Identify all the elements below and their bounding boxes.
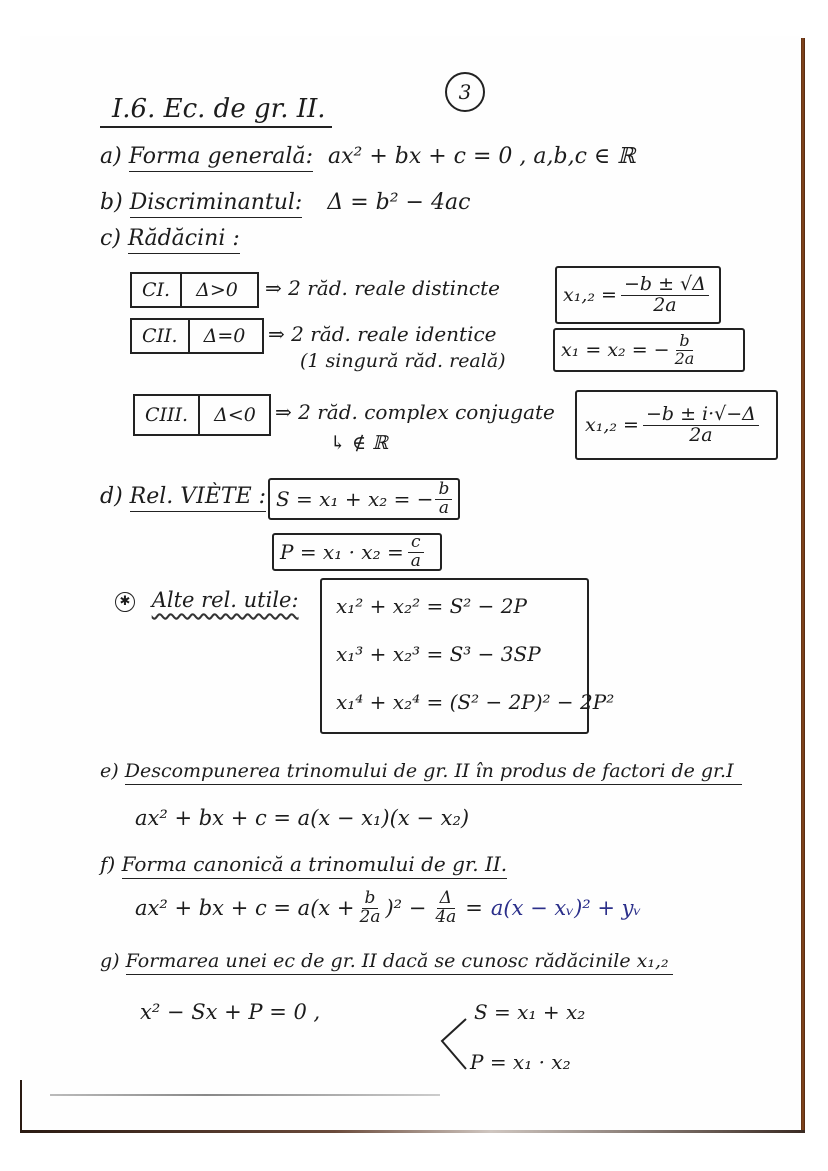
page-number-badge: [445, 72, 485, 112]
section-b-marker: b): [100, 190, 123, 215]
other-relations-heading: Alte rel. utile:: [151, 588, 299, 612]
page-number: 3: [458, 80, 472, 104]
viete-sum-box: [268, 478, 460, 520]
canonical-lhs: ax² + bx + c = a(x +: [135, 896, 355, 921]
case-3-condition: Δ<0: [214, 404, 256, 426]
viete-sum-numerator: b: [435, 481, 452, 500]
implies-arrow-icon: ⇒: [268, 322, 285, 346]
section-c-marker: c): [100, 226, 121, 251]
case-2-result-lhs: x₁ = x₂ = −: [561, 339, 670, 361]
section-e: [100, 760, 742, 782]
case-3-result-box: [575, 390, 778, 460]
case-1-result-denominator: 2a: [653, 293, 677, 316]
case-1-description-row: [265, 276, 500, 300]
section-d-marker: d): [100, 484, 123, 509]
page-edge-left: [20, 1080, 22, 1132]
case-2-result-box: [553, 328, 745, 372]
section-d: [100, 484, 266, 509]
canonical-frac1-denominator: 2a: [359, 906, 381, 927]
page-edge-right: [801, 38, 805, 1132]
case-3-result-denominator: 2a: [689, 423, 713, 446]
case-1-description: 2 răd. reale distincte: [288, 276, 500, 300]
case-2-condition: Δ=0: [203, 325, 246, 347]
section-c-heading: Rădăcini :: [128, 226, 240, 254]
canonical-frac2-numerator: Δ: [437, 890, 455, 909]
page-title: I.6. Ec. de gr. II.: [112, 94, 326, 124]
section-d-heading: Rel. VIÈTE :: [130, 484, 266, 512]
section-g: [100, 950, 673, 972]
section-g-marker: g): [100, 950, 120, 972]
case-2-box: [130, 318, 264, 354]
viete-product-box: [272, 533, 442, 571]
section-f-heading: Forma canonică a trinomului de gr. II.: [122, 852, 508, 879]
case-1-result-numerator: −b ± √Δ: [621, 275, 709, 296]
case-2-description-row: [268, 322, 497, 346]
branch-bracket-icon: [438, 1015, 468, 1073]
canonical-form-formula: [135, 890, 641, 927]
canonical-frac1-numerator: b: [362, 890, 379, 909]
section-a: [100, 144, 635, 169]
canonical-mid: )² −: [385, 896, 427, 921]
relation-sum-of-fourth-powers: x₁⁴ + x₂⁴ = (S² − 2P)² − 2P²: [336, 690, 615, 714]
viete-product-denominator: a: [410, 550, 421, 571]
equation-from-roots-formula: x² − Sx + P = 0 ,: [140, 1000, 321, 1024]
case-2-note: (1 singură răd. reală): [300, 350, 506, 372]
canonical-frac2-denominator: 4a: [435, 906, 457, 927]
product-definition: P = x₁ · x₂: [470, 1050, 571, 1074]
section-e-marker: e): [100, 760, 119, 782]
discriminant-formula: Δ = b² − 4ac: [327, 190, 471, 215]
section-c: [100, 226, 240, 251]
case-2-label: CII.: [132, 320, 190, 352]
viete-product-lhs: P = x₁ · x₂ =: [280, 540, 404, 564]
viete-sum-lhs: S = x₁ + x₂ = −: [276, 487, 434, 511]
section-a-heading: Forma generală:: [129, 144, 313, 172]
asterisk-circle-icon: ✱: [115, 592, 135, 612]
case-3-label: CIII.: [135, 396, 200, 434]
case-1-result-lhs: x₁,₂ =: [563, 284, 617, 306]
vertex-form-formula: a(x − xᵥ)² + yᵥ: [490, 896, 642, 921]
relation-sum-of-squares: x₁² + x₂² = S² − 2P: [336, 594, 527, 618]
general-form-formula: ax² + bx + c = 0 , a,b,c ∈ ℝ: [328, 144, 636, 169]
implies-arrow-icon: ⇒: [275, 400, 292, 424]
faint-pencil-line: [50, 1094, 440, 1096]
section-a-marker: a): [100, 144, 122, 169]
case-3-description-row: [275, 400, 555, 424]
section-e-heading: Descompunerea trinomului de gr. II în produs de factori de gr.I: [125, 760, 742, 785]
case-3-result-lhs: x₁,₂ =: [585, 414, 639, 436]
case-1-result-box: [555, 266, 721, 324]
case-2-description: 2 răd. reale identice: [291, 322, 497, 346]
case-1-label: CI.: [132, 274, 182, 306]
factored-form-formula: ax² + bx + c = a(x − x₁)(x − x₂): [135, 806, 470, 830]
other-relations-heading-row: [115, 588, 299, 612]
canonical-equals: =: [465, 896, 483, 921]
case-2-result-numerator: b: [676, 333, 692, 351]
section-f: [100, 852, 507, 876]
case-1-box: [130, 272, 259, 308]
section-b: [100, 190, 470, 215]
page-edge-bottom: [20, 1130, 805, 1133]
sum-definition: S = x₁ + x₂: [474, 1000, 586, 1024]
relation-sum-of-cubes: x₁³ + x₂³ = S³ − 3SP: [336, 642, 541, 666]
case-3-result-numerator: −b ± i·√−Δ: [643, 405, 759, 426]
viete-sum-denominator: a: [438, 497, 449, 518]
case-3-note-not-real: ↳ ∉ ℝ: [330, 432, 388, 454]
section-b-heading: Discriminantul:: [130, 190, 303, 218]
case-3-description: 2 răd. complex conjugate: [298, 400, 555, 424]
implies-arrow-icon: ⇒: [265, 276, 282, 300]
title-underline: [100, 126, 332, 128]
case-2-result-denominator: 2a: [674, 348, 695, 368]
viete-product-numerator: c: [408, 534, 424, 553]
section-g-heading: Formarea unei ec de gr. II dacă se cunosc rădăcinile x₁,₂: [126, 950, 673, 975]
section-f-marker: f): [100, 852, 116, 876]
case-1-condition: Δ>0: [196, 279, 238, 301]
case-3-box: [133, 394, 271, 436]
